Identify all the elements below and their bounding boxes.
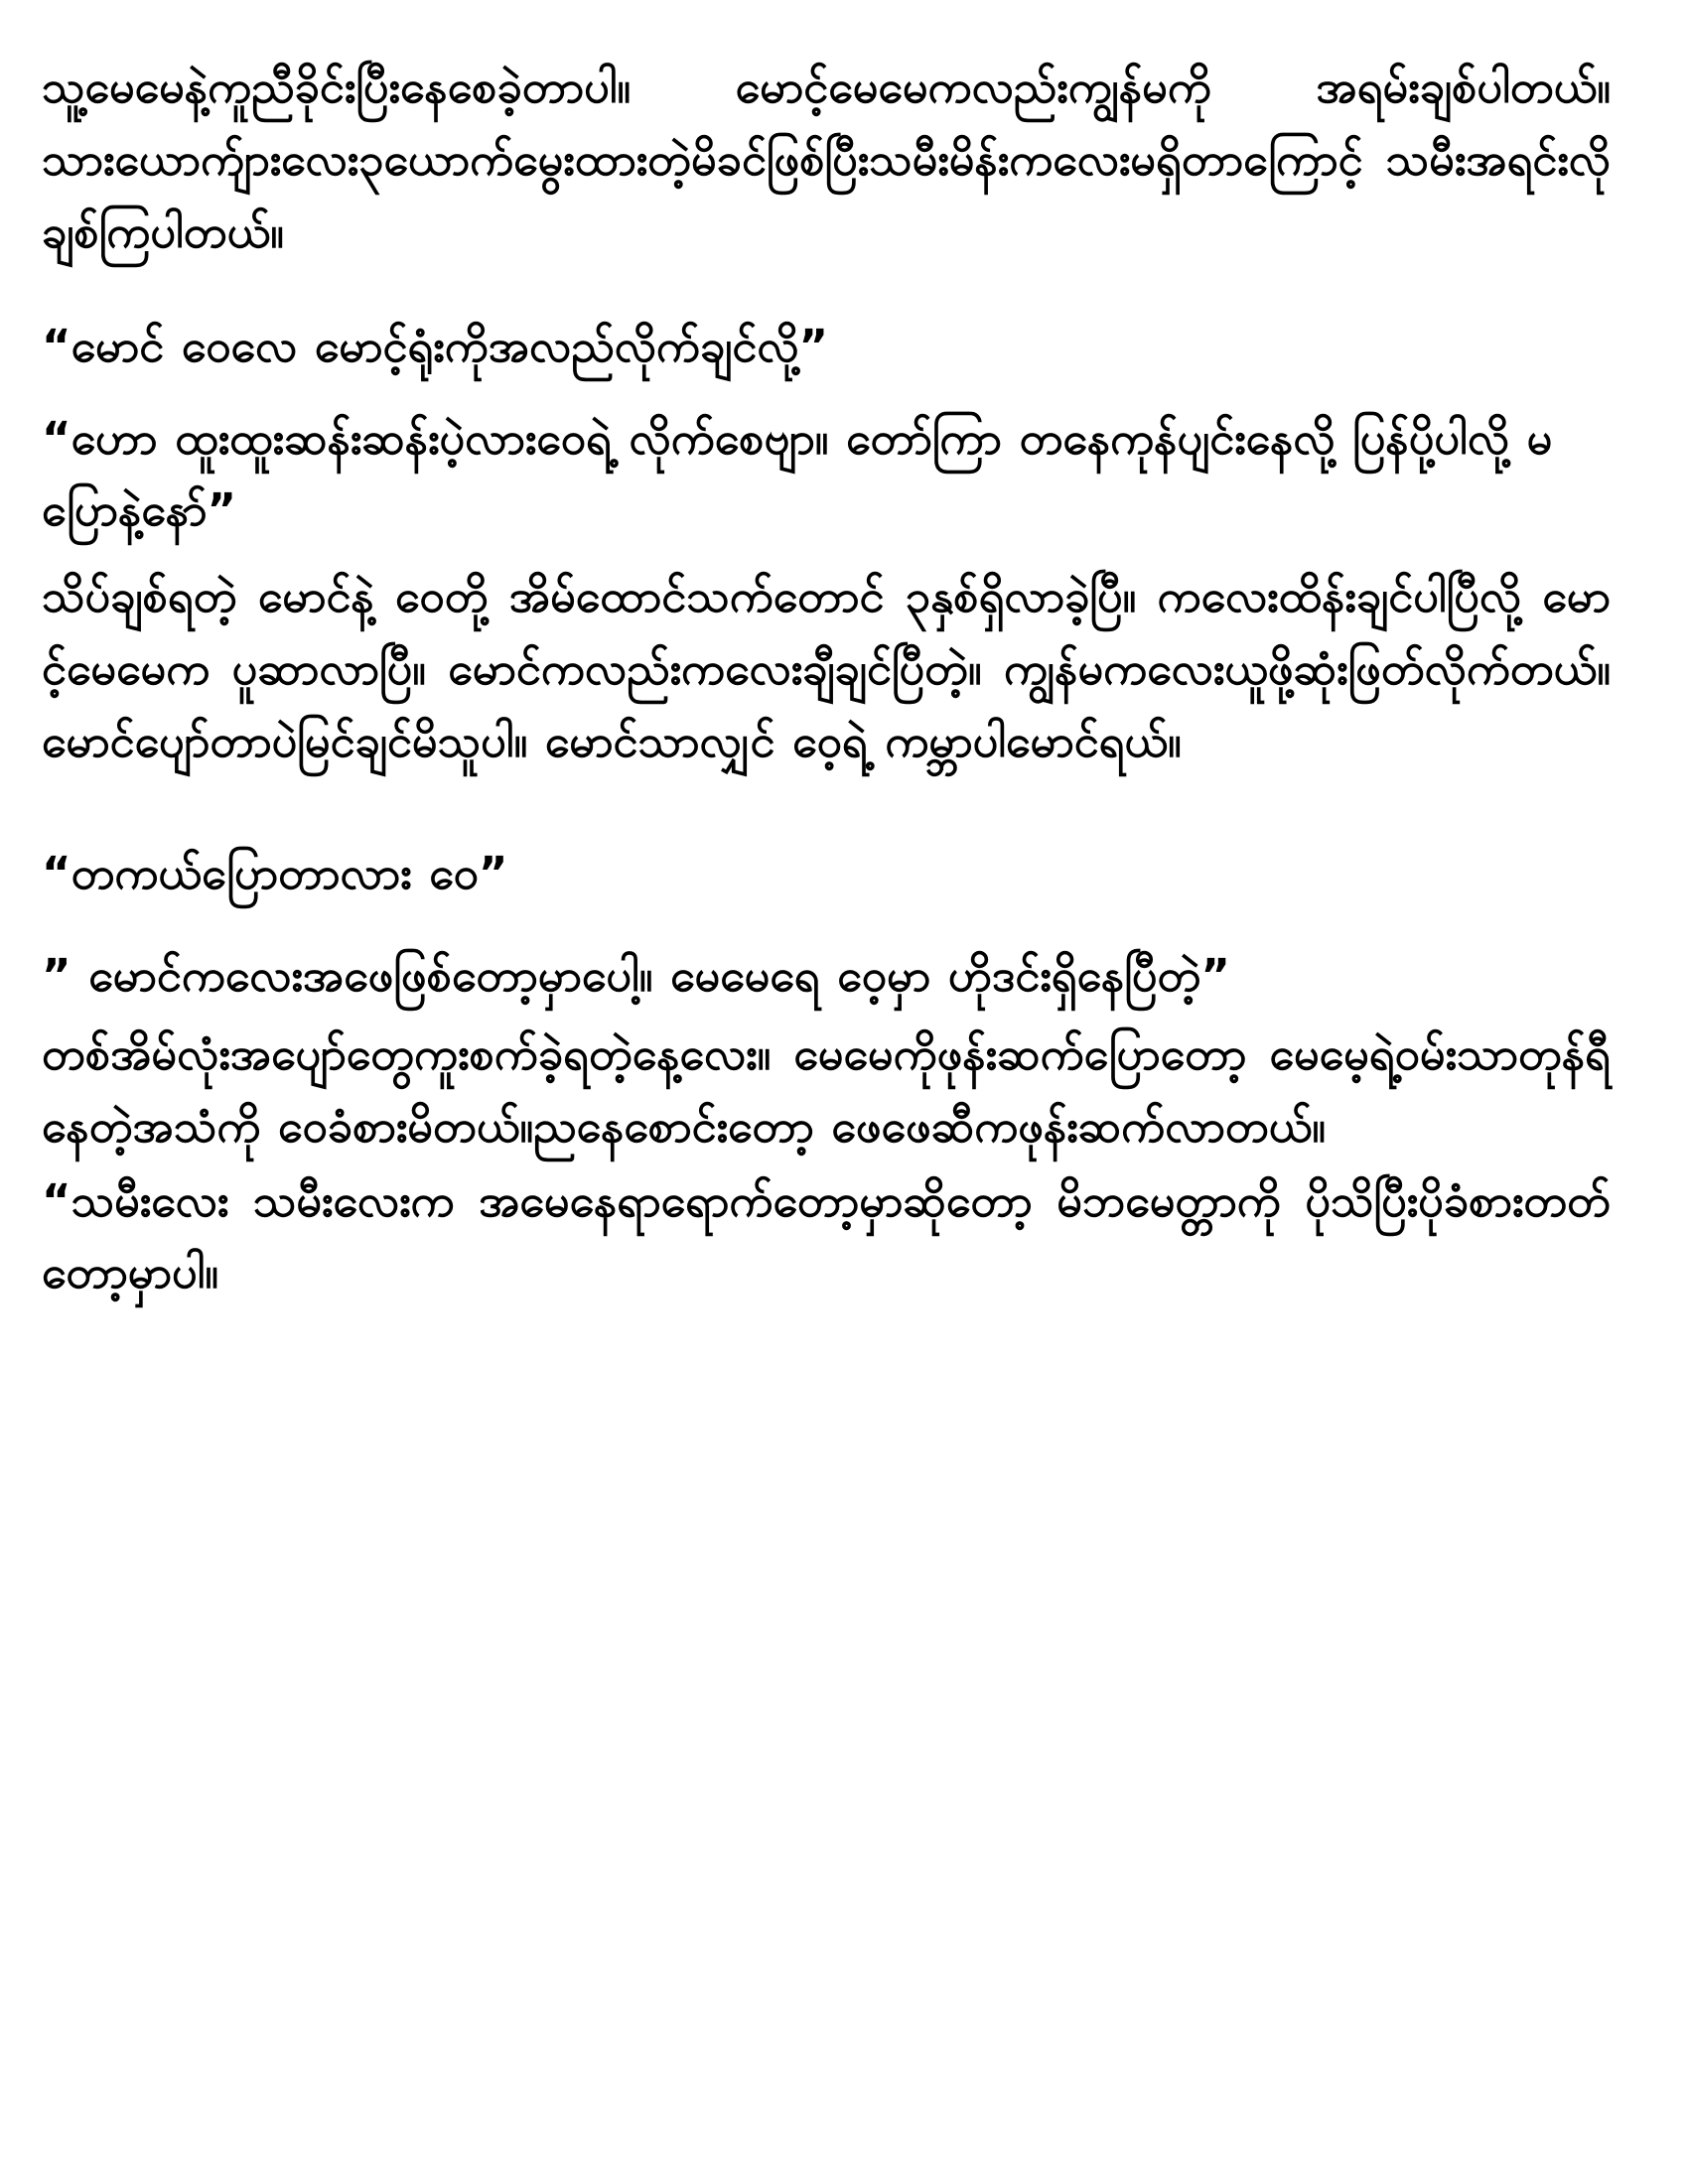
paragraph-spacer xyxy=(42,784,1611,818)
paragraph-spacer xyxy=(42,275,1611,291)
dialogue-line: ” မောင်ကလေးအဖေဖြစ်တော့မှာပေါ့။ မေမေရေ ဝေ့မှာ ဟိုဒင်းရှိနေပြီတဲ့” xyxy=(42,948,1230,1002)
paragraph-spacer xyxy=(42,924,1611,940)
paragraph: တစ်အိမ်လုံးအပျော်တွေကူးစက်ခဲ့ရတဲ့နေ့လေး။ မေမေကိုဖုန်းဆက်ပြောတော့ မေမေ့ရဲ့ဝမ်းသာတုန်ရီနေတဲ့အသံကို ဝေခံစားမိတယ်။ညနေစောင်းတော့ ဖေဖေဆီကဖုန်းဆက်လာတယ်။ xyxy=(42,1026,1611,1153)
paragraph: သူ့မေမေနဲ့ကူညီခိုင်းပြီးနေစေခဲ့တာပါ။ မောင့်မေမေကလည်းကျွန်မကို အရမ်းချစ်ပါတယ်။ သားယောက်ျားလေး၃ယောက်မွေးထားတဲ့မိခင်ဖြစ်ပြီးသမီးမိန်းကလေးမရှိတာကြောင့် သမီးအရင်းလိုချစ်ကြပါတယ်။ xyxy=(42,61,1628,258)
dialogue-line: “သမီးလေး သမီးလေးက အမေနေရာရောက်တော့မှာဆိုတော့ မိဘမေတ္တာကို ပိုသိပြီးပိုခံစားတတ်တော့မှာပါ။ xyxy=(42,1173,1611,1299)
dialogue-line: “ဟော ထူးထူးဆန်းဆန်းပဲ့လားဝေရဲ့ လိုက်စေဗျာ။ တော်ကြာ တနေကုန်ပျင်းနေလို့ ပြန်ပို့ပါလို့ မပြောနဲ့နော်” xyxy=(42,411,1553,537)
paragraph: သိပ်ချစ်ရတဲ့ မောင်နဲ့ ဝေတို့ အိမ်ထောင်သက်တောင် ၃နှစ်ရှိလာခဲ့ပြီ။ ကလေးထိန်းချင်ပါပြီလို့ မောင့်မေမေက ပူဆာလာပြီ။ မောင်ကလည်းကလေးချီချင်ပြီတဲ့။ ကျွန်မကလေးယူဖို့ဆုံးဖြတ်လိုက်တယ်။ မောင်ပျော်တာပဲမြင်ချင်မိသူပါ။ မောင်သာလျှင် ဝေ့ရဲ့ ကမ္ဘာပါမောင်ရယ်။ xyxy=(42,570,1628,768)
dialogue-line: “မောင် ဝေလေ မောင့်ရုံးကိုအလည်လိုက်ချင်လို့” xyxy=(42,319,829,372)
document-body xyxy=(42,52,1628,1309)
dialogue-line: “တကယ်ပြောတာလား ဝေ” xyxy=(42,847,508,900)
